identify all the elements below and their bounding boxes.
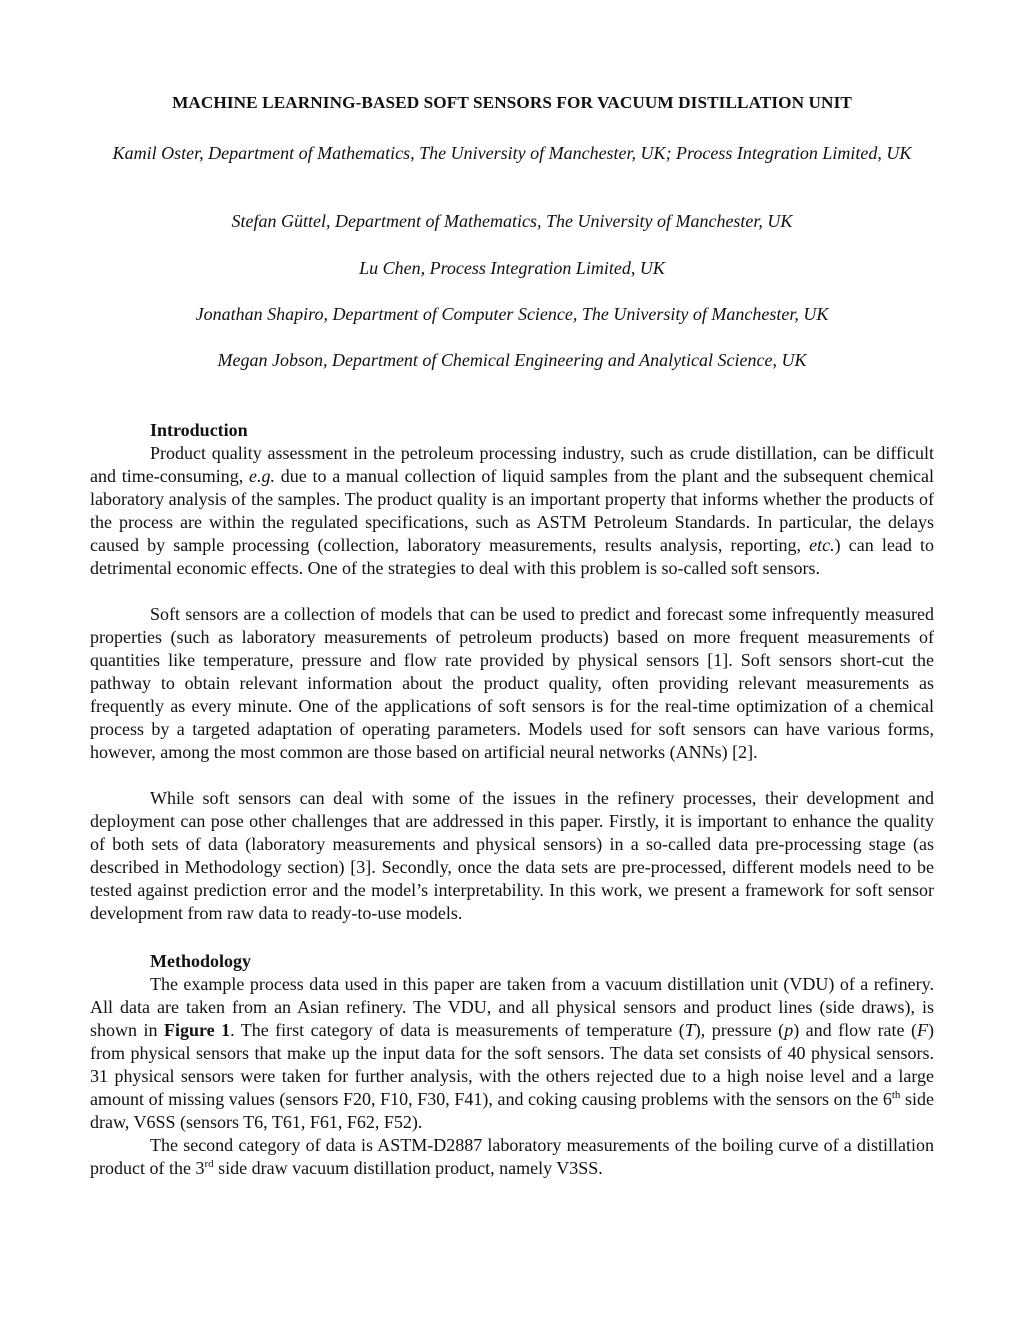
author-5: Megan Jobson, Department of Chemical Engineering and Analytical Science, UK (217, 350, 807, 370)
author-3: Lu Chen, Process Integration Limited, UK (359, 258, 665, 278)
introduction-heading: Introduction (150, 420, 248, 440)
methodology-paragraph-1: The example process data used in this paper are taken from a vacuum distillation unit (VDU) of a refinery. All data are taken from an Asian refinery. The VDU, and all physical sensors and product lines (side draws), is shown in Figure 1. The first category of data is measurements of temperature (T), pressure (p) and flow rate (F) from physical sensors that make up the input data for the soft sensors. The data set consists of 40 physical sensors. 31 physical sensors were taken for further analysis, with the others rejected due to a high noise level and a large amount of missing values (sensors F20, F10, F30, F41), and coking causing problems with the sensors on the 6th side draw, V6SS (sensors T6, T61, F61, F62, F52). (90, 974, 935, 1132)
introduction-paragraph-1: Product quality assessment in the petroleum processing industry, such as crude distillation, can be difficult and time-consuming, e.g. due to a manual collection of liquid samples from the plant and the subsequent chemical laboratory analysis of the samples. The product quality is an important property that informs whether the products of the process are within the regulated specifications, such as ASTM Petroleum Standards. In particular, the delays caused by sample processing (collection, laboratory measurements, results analysis, reporting, etc.) can lead to detrimental economic effects. One of the strategies to deal with this problem is so-called soft sensors. (90, 443, 934, 578)
methodology-paragraph-2: The second category of data is ASTM-D2887 laboratory measurements of the boiling curve of a distillation product of the 3rd side draw vacuum distillation product, namely V3SS. (90, 1135, 934, 1178)
paper-title: MACHINE LEARNING-BASED SOFT SENSORS FOR VACUUM DISTILLATION UNIT (172, 93, 852, 112)
author-2: Stefan Güttel, Department of Mathematics, The University of Manchester, UK (231, 211, 793, 231)
introduction-paragraph-3: While soft sensors can deal with some of the issues in the refinery processes, their development and deployment can pose other challenges that are addressed in this paper. Firstly, it is important to enhance the quality of both sets of data (laboratory measurements and physical sensors) in a so-called data pre-processing stage (as described in Methodology section) [3]. Secondly, once the data sets are pre-processed, different models need to be tested against prediction error and the model’s interpretability. In this work, we present a framework for soft sensor development from raw data to ready-to-use models. (90, 788, 934, 923)
author-1: Kamil Oster, Department of Mathematics, The University of Manchester, UK; Process Integration Limited, UK (112, 143, 912, 163)
author-4: Jonathan Shapiro, Department of Computer Science, The University of Manchester, UK (195, 304, 829, 324)
methodology-heading: Methodology (150, 951, 251, 971)
introduction-paragraph-2: Soft sensors are a collection of models that can be used to predict and forecast some infrequently measured properties (such as laboratory measurements of petroleum products) based on more frequent measurements of quantities like temperature, pressure and flow rate provided by physical sensors [1]. Soft sensors short-cut the pathway to obtain relevant information about the product quality, often providing relevant measurements as frequently as every minute. One of the applications of soft sensors is for the real-time optimization of a chemical process by a targeted adaptation of operating parameters. Models used for soft sensors can have various forms, however, among the most common are those based on artificial neural networks (ANNs) [2]. (90, 604, 934, 762)
